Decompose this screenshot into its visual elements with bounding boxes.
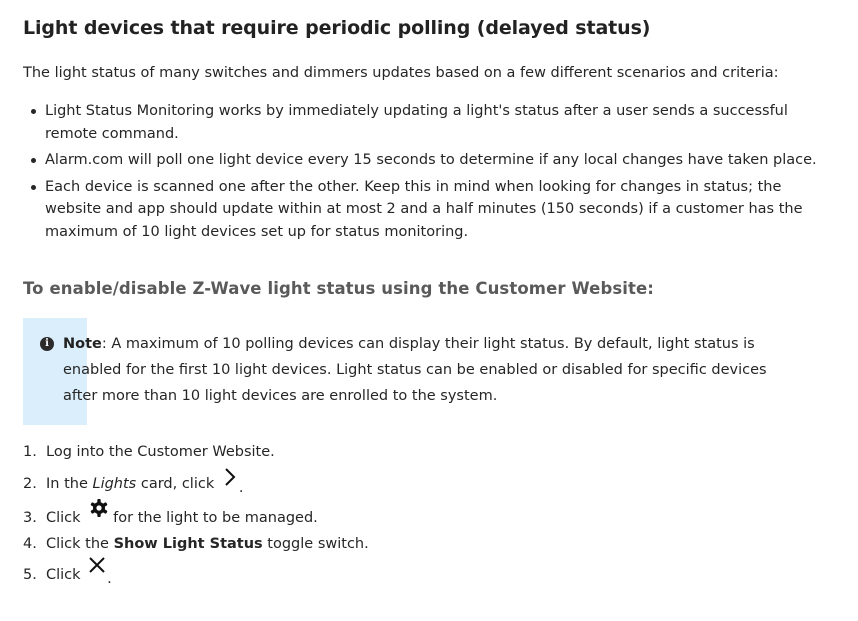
step-2 [23, 465, 369, 503]
list-item: Alarm.com will poll one light device every 15 seconds to determine if any local changes have taken place. [23, 149, 833, 172]
note-text: : A maximum of 10 polling devices can display their light status. By default, light status is enabled for the first 10 light devices. Light status can be enabled or disabled for specific devices after more than 10 light devices are enrolled to the system. [63, 336, 767, 404]
step-3 [23, 503, 369, 531]
chevron-right-icon [223, 465, 237, 503]
info-icon: i [40, 337, 54, 351]
step-punctuation: . [107, 571, 112, 587]
step-number: 1. [23, 444, 37, 460]
step-text: card, click [136, 476, 215, 492]
step-text: toggle switch. [262, 536, 369, 552]
step-punctuation: . [238, 480, 244, 496]
step-text: Click [46, 510, 81, 526]
steps-list [23, 440, 369, 593]
step-number: 2. [23, 476, 37, 492]
step-number: 4. [23, 536, 37, 552]
step-text: for the light to be managed. [113, 510, 318, 526]
criteria-list [23, 100, 833, 247]
note-callout [40, 331, 775, 409]
step-1 [23, 440, 369, 465]
toggle-name: Show Light Status [113, 536, 263, 552]
step-text: Click the [46, 536, 114, 552]
list-item: Light Status Monitoring works by immediately updating a light's status after a user sends a successful remote command. [23, 100, 833, 145]
step-5 [23, 557, 369, 593]
section-subheading: To enable/disable Z-Wave light status using the Customer Website: [23, 279, 655, 298]
intro-text: The light status of many switches and dimmers updates based on a few different scenarios and criteria: [23, 65, 779, 81]
close-icon [87, 553, 107, 589]
page-heading: Light devices that require periodic polling (delayed status) [23, 17, 651, 39]
step-text: In the [46, 476, 93, 492]
step-number: 3. [23, 510, 37, 526]
step-4 [23, 531, 369, 557]
gear-icon [89, 498, 109, 528]
lights-card-name: Lights [92, 476, 137, 492]
list-item: Each device is scanned one after the other. Keep this in mind when looking for changes in status; the website and app should update within at most 2 and a half minutes (150 seconds) if a customer has the maximum of 10 light devices set up for status monitoring. [23, 176, 833, 244]
step-number: 5. [23, 567, 37, 583]
note-label: Note [63, 336, 102, 352]
step-text: Click [46, 567, 81, 583]
step-text: Log into the Customer Website. [46, 444, 275, 460]
